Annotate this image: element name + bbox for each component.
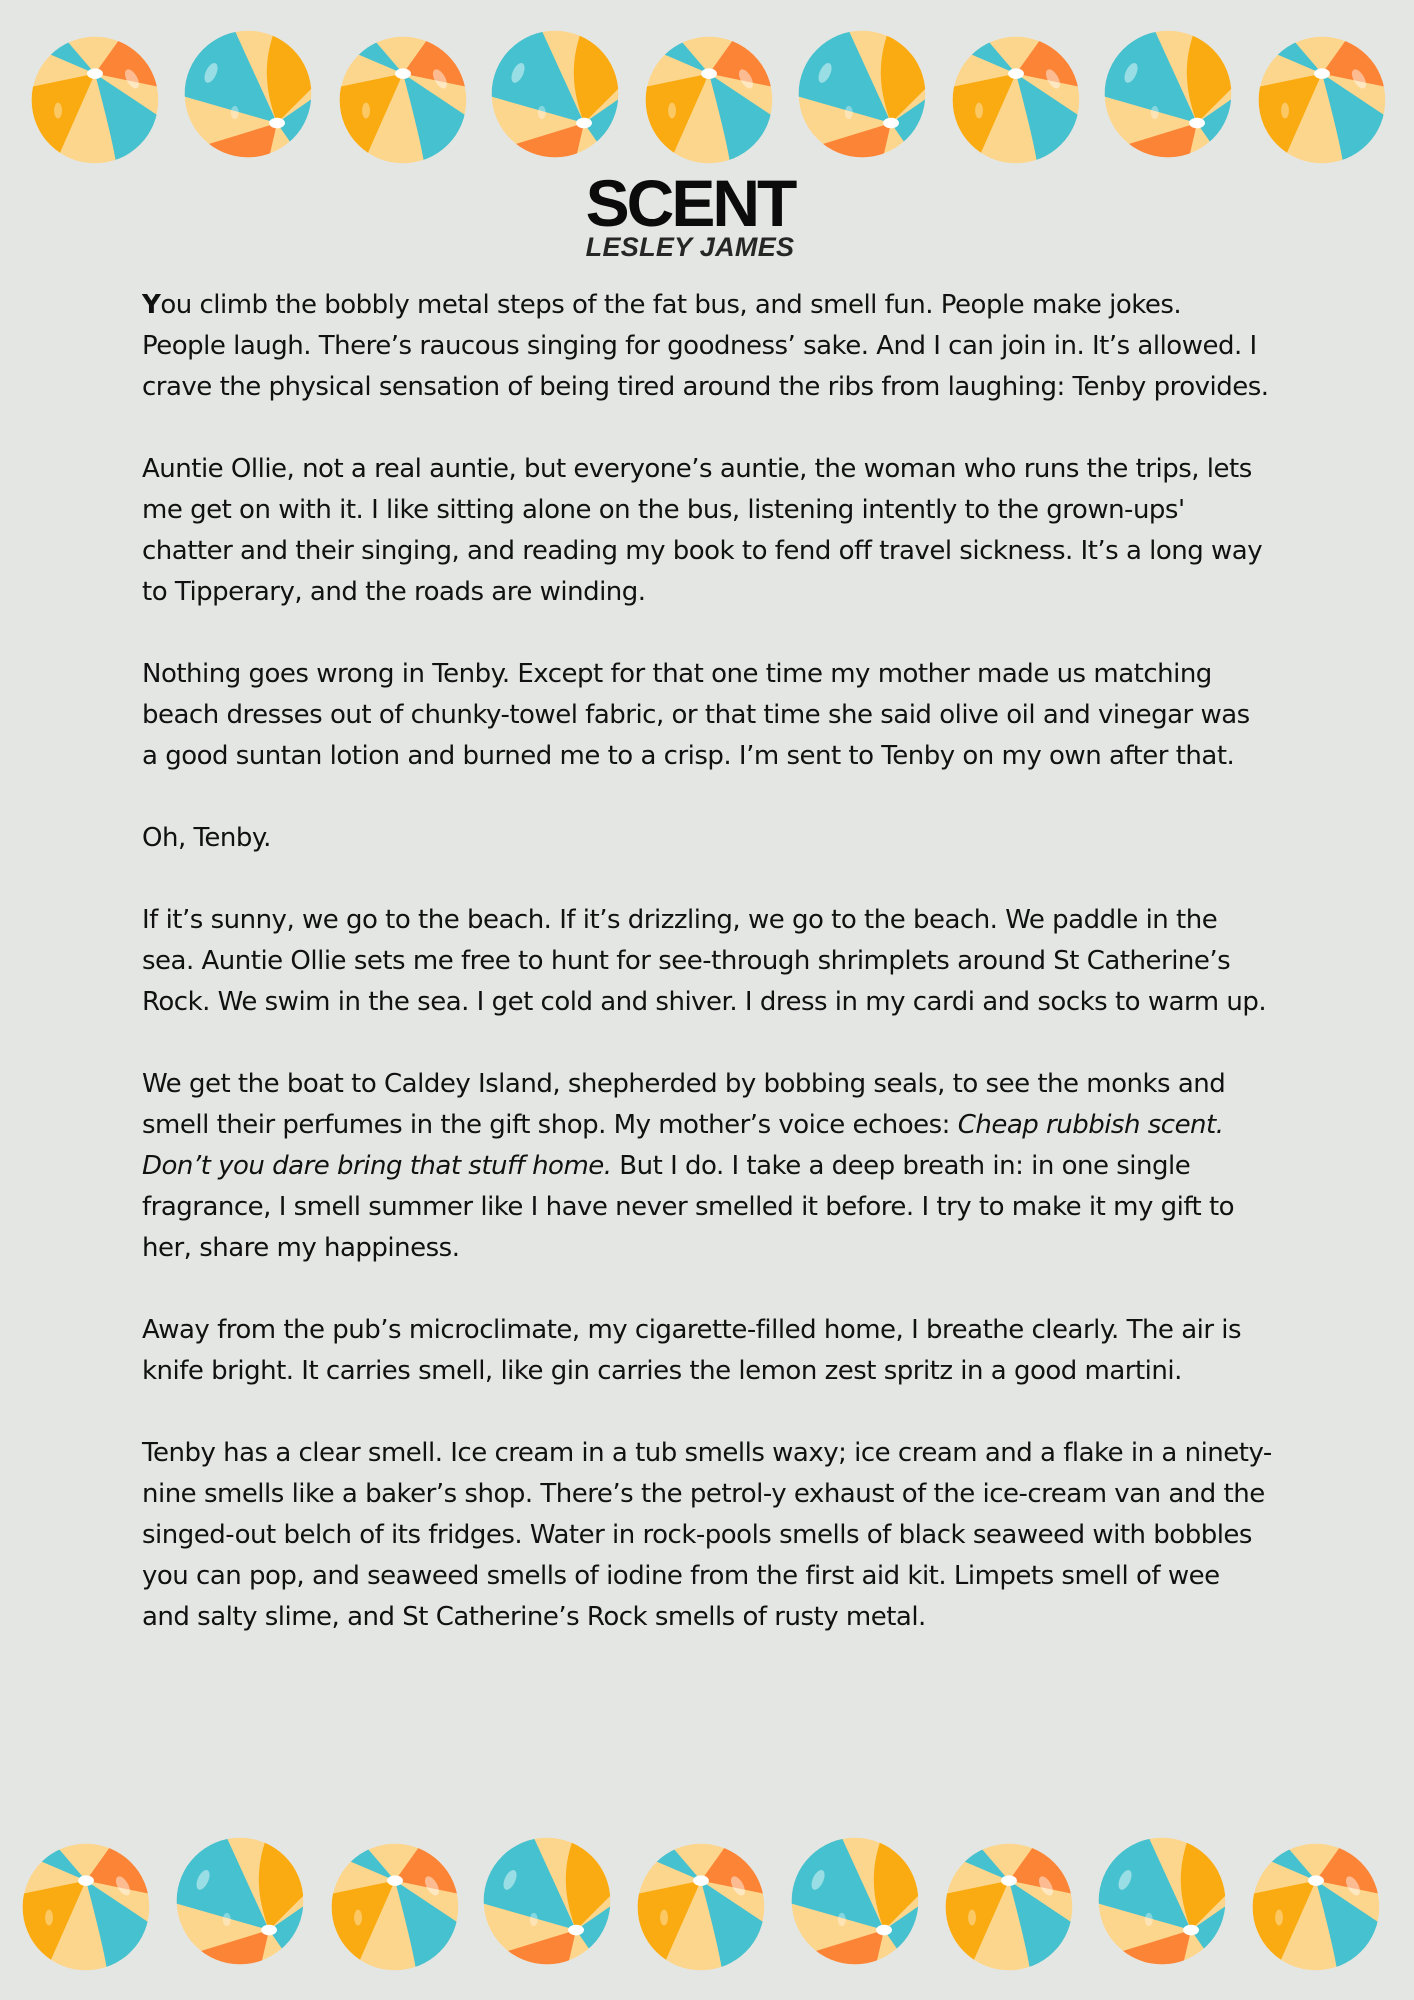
beach-ball-icon [1256, 34, 1388, 166]
story-paragraph: Auntie Ollie, not a real auntie, but everyone’s auntie, the woman who runs the trips, lets me get on with it. I like sitting alone on the bus, listening intently to the grown-ups' chatter and their singing, and reading my book to fend off travel sickness. It’s a long way to Tipperary, and the roads are winding. [142, 454, 1263, 607]
beach-ball-icon [481, 1835, 613, 1967]
drop-cap: Y [142, 290, 161, 320]
beach-ball-icon [182, 28, 314, 160]
story-paragraph: Nothing goes wrong in Tenby. Except for that one time my mother made us matching beach dresses out of chunky-towel fabric, or that time she said olive oil and vinegar was a good suntan lotion and burned me to a crisp. I’m sent to Tenby on my own after that. [142, 659, 1250, 771]
story-paragraph [142, 285, 1272, 408]
story-paragraph: If it’s sunny, we go to the beach. If it’s drizzling, we go to the beach. We paddle in the sea. Auntie Ollie sets me free to hunt for see-through shrimplets around St Catherine’s Rock. We swim in the sea. I get cold and shiver. I dress in my cardi and socks to warm up. [142, 905, 1267, 1017]
beach-ball-icon [943, 1841, 1075, 1973]
beach-ball-icon [635, 1841, 767, 1973]
beach-ball-icon [1250, 1841, 1382, 1973]
italic-quote: Cheap rubbish scent. Don’t you dare bring that stuff home. [142, 1110, 1224, 1181]
beach-ball-icon [329, 1841, 461, 1973]
story-paragraph: Oh, Tenby. [142, 823, 271, 853]
story-paragraph: Away from the pub’s microclimate, my cigarette-filled home, I breathe clearly. The air is knife bright. It carries smell, like gin carries the lemon zest spritz in a good martini. [142, 1315, 1242, 1386]
story-body [142, 285, 1272, 1679]
beach-ball-icon [643, 34, 775, 166]
paragraph-text: We get the boat to Caldey Island, shepherded by bobbing seals, to see the monks and smell their perfumes in the gift shop. My mother’s voice echoes: [142, 1069, 1226, 1140]
beach-ball-icon [29, 34, 161, 166]
beach-ball-icon [20, 1841, 152, 1973]
paragraph-text: ou climb the bobbly metal steps of the fat bus, and smell fun. People make jokes. People laugh. There’s raucous singing for goodness’ sake. And I can join in. It’s allowed. I crave the physical sensation of being tired around the ribs from laughing: Tenby provides. [142, 290, 1269, 402]
top-beach-ball-border [0, 30, 1414, 170]
beach-ball-icon [337, 34, 469, 166]
beach-ball-icon [489, 28, 621, 160]
paragraph-text: But I do. I take a deep breath in: in one single fragrance, I smell summer like I have never smelled it before. I try to make it my gift to her, share my happiness. [142, 1151, 1235, 1263]
beach-ball-icon [1102, 28, 1234, 160]
author-name: LESLEY JAMES [585, 232, 795, 262]
beach-ball-icon [796, 28, 928, 160]
beach-ball-icon [789, 1835, 921, 1967]
story-paragraph: Tenby has a clear smell. Ice cream in a tub smells waxy; ice cream and a flake in a ninety-nine smells like a baker’s shop. There’s the petrol-y exhaust of the ice-cream van and the singed-out belch of its fridges. Water in rock-pools smells of black seaweed with bobbles you can pop, and seaweed smells of iodine from the first aid kit. Limpets smell of wee and salty slime, and St Catherine’s Rock smells of rusty metal. [142, 1438, 1272, 1632]
story-paragraph [142, 1064, 1272, 1269]
beach-ball-icon [950, 34, 1082, 166]
beach-ball-icon [174, 1835, 306, 1967]
bottom-beach-ball-border [0, 1835, 1414, 1975]
story-title: SCENT [585, 166, 795, 240]
beach-ball-icon [1096, 1835, 1228, 1967]
